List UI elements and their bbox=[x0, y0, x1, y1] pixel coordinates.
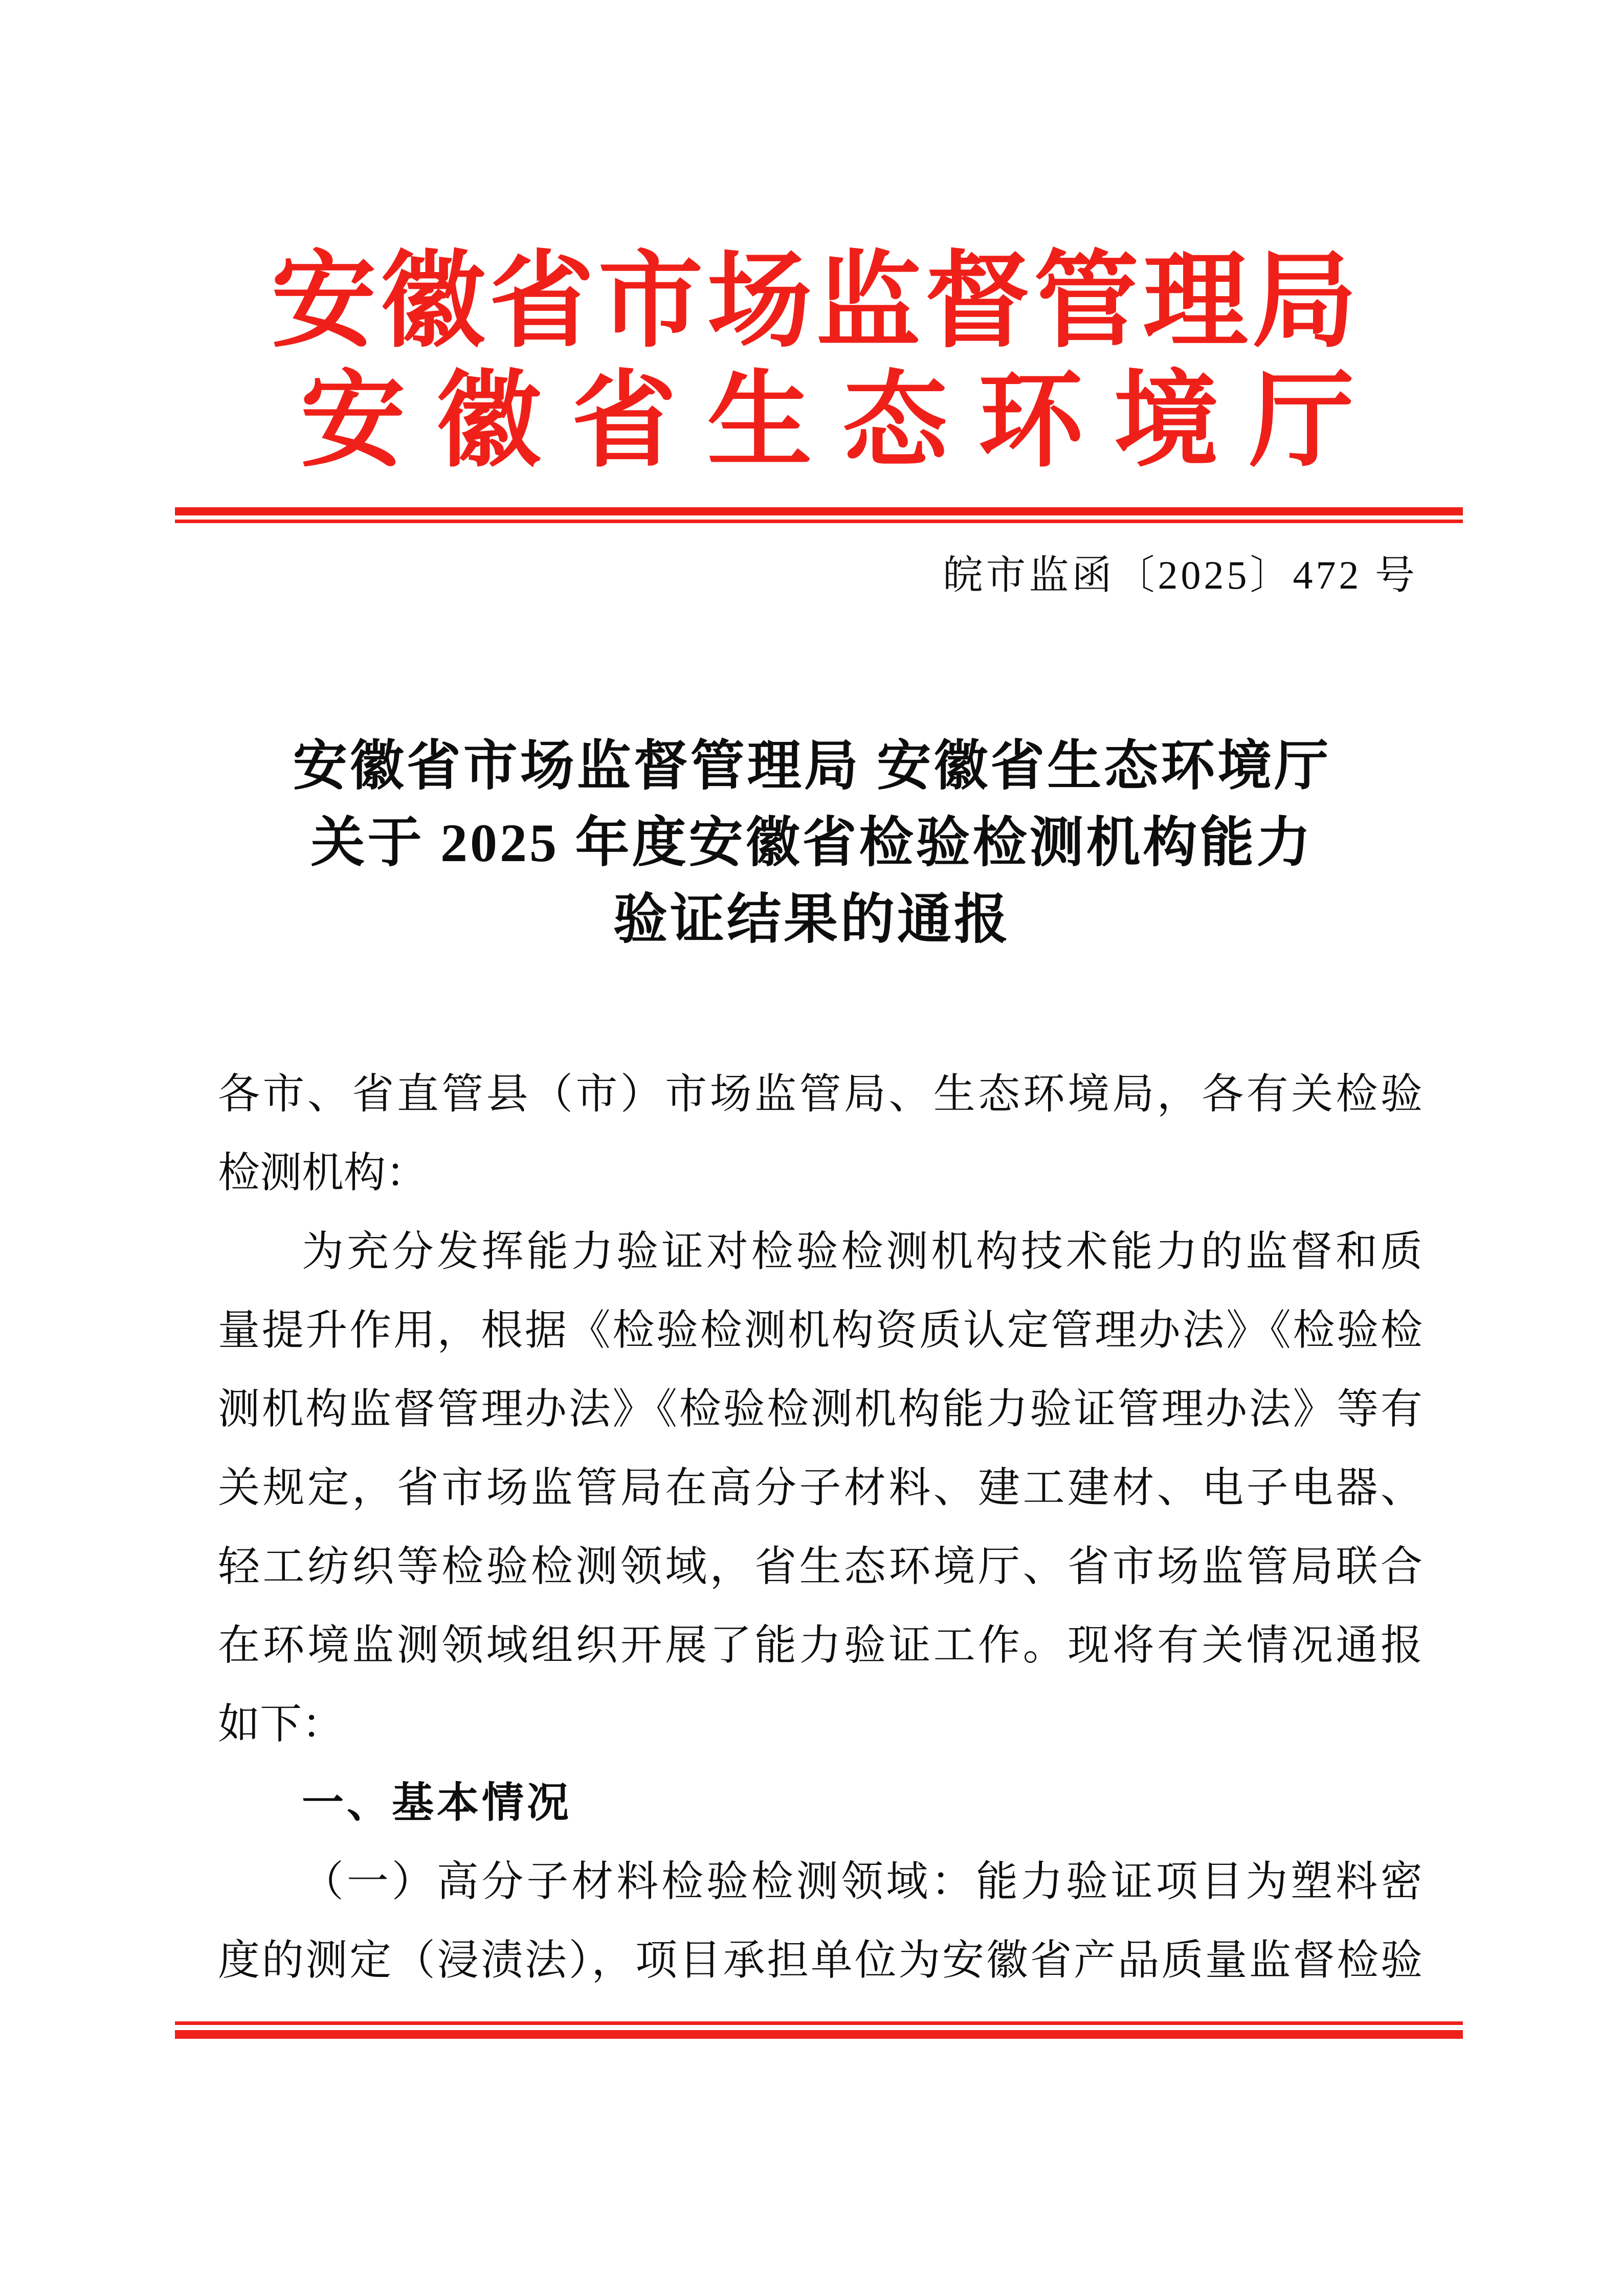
body-line: （一）高分子材料检验检测领域：能力验证项目为塑料密 bbox=[302, 1858, 1422, 1905]
footer-separator-thin-line bbox=[175, 2021, 1463, 2025]
body-line: 各市、省直管县（市）市场监管局、生态环境局，各有关检验 bbox=[218, 1071, 1422, 1117]
document-title-line2: 关于 2025 年度安徽省检验检测机构能力 bbox=[310, 813, 1314, 873]
footer-separator-thick-line bbox=[175, 2030, 1463, 2039]
body-line: 为充分发挥能力验证对检验检测机构技术能力的监督和质 bbox=[302, 1228, 1422, 1275]
header-separator-thin-line bbox=[175, 520, 1463, 523]
body-line: 在环境监测领域组织开展了能力验证工作。现将有关情况通报 bbox=[218, 1622, 1422, 1669]
body-line: 度的测定（浸渍法），项目承担单位为安徽省产品质量监督检验 bbox=[218, 1937, 1422, 1984]
body-line: 关规定，省市场监管局在高分子材料、建工建材、电子电器、 bbox=[218, 1465, 1422, 1511]
letterhead-agency-line1: 安徽省市场监督管理局 bbox=[271, 244, 1361, 360]
body-heading-line: 一、基本情况 bbox=[302, 1780, 572, 1826]
document-title-line3: 验证结果的通报 bbox=[613, 890, 1011, 950]
header-separator-thick-line bbox=[175, 507, 1463, 515]
document-title bbox=[0, 728, 1624, 958]
letterhead-agency-line2: 安徽省生态环境厅 bbox=[300, 364, 1385, 480]
body-text bbox=[218, 1055, 1422, 2000]
body-line: 轻工纺织等检验检测领域，省生态环境厅、省市场监管局联合 bbox=[218, 1543, 1422, 1590]
body-line: 量提升作用，根据《检验检测机构资质认定管理办法》《检验检 bbox=[218, 1307, 1422, 1354]
document-number: 皖市监函〔2025〕472 号 bbox=[943, 553, 1418, 597]
body-line: 检测机构： bbox=[218, 1150, 428, 1196]
body-line: 测机构监督管理办法》《检验检测机构能力验证管理办法》等有 bbox=[218, 1386, 1422, 1432]
document-title-line1: 安徽省市场监督管理局 安徽省生态环境厅 bbox=[293, 736, 1331, 796]
body-line: 如下： bbox=[218, 1701, 344, 1747]
